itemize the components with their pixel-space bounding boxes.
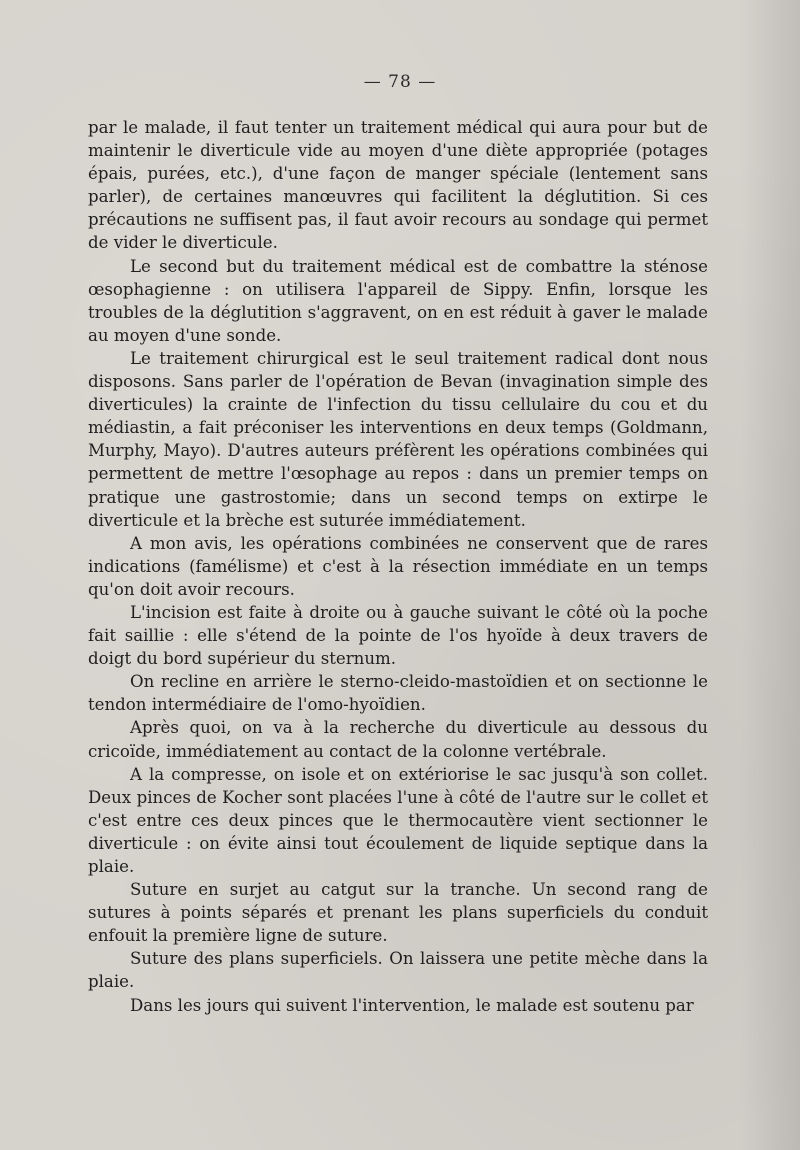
paragraph-4: A mon avis, les opérations combinées ne conservent que de rares indications (famélisme) et c'est à la résection immédiate en un temps qu'on doit avoir recours. [88,533,708,599]
paragraph-11: Dans les jours qui suivent l'intervention, le malade est soutenu par [130,995,694,1015]
paragraph-3: Le traitement chirurgical est le seul traitement radical dont nous disposons. Sans parler de l'opération de Bevan (invagination simple des diverticules) la crainte de l'infection du tissu cellulaire du cou et du médiastin, a fait préconiser les interventions en deux temps (Goldmann, Murphy, Mayo). D'autres auteurs préfèrent les opérations combinées qui permettent de mettre l'œsophage au repos : dans un premier temps on pratique une gastrostomie; dans un second temps on extirpe le diverticule et la brèche est suturée immédiatement. [88,348,708,530]
page-edge-shadow [740,0,800,1150]
page-number: — 78 — [363,72,437,92]
paragraph-5: L'incision est faite à droite ou à gauche suivant le côté où la poche fait saillie : elle s'étend de la pointe de l'os hyoïde à deux travers de doigt du bord supérieur du sternum. [88,602,708,669]
paragraph-10: Suture des plans superficiels. On laissera une petite mèche dans la plaie. [88,949,708,992]
paragraph-7: Après quoi, on va à la recherche du diverticule au dessous du cricoïde, immédiatement au contact de la colonne vertébrale. [88,718,708,761]
paragraph-6: On recline en arrière le sterno-cleido-mastoïdien et on sectionne le tendon intermédiaire de l'omo-hyoïdien. [88,672,708,715]
paragraph-1: par le malade, il faut tenter un traitement médical qui aura pour but de maintenir le diverticule vide au moyen d'une diète appropriée (potages épais, purées, etc.), d'une façon de manger spéciale (lentement sans parler), de certaines manœuvres qui facilitent la déglutition. Si ces précautions ne suffisent pas, il faut avoir recours au sondage qui permet de vider le diverticule. [88,118,708,253]
paragraph-8: A la compresse, on isole et on extériorise le sac jusqu'à son collet. Deux pinces de Kocher sont placées l'une à côté de l'autre sur le collet et c'est entre ces deux pinces que le thermocautère vient sectionner le diverticule : on évite ainsi tout écoulement de liquide septique dans la plaie. [88,764,708,876]
paragraph-9: Suture en surjet au catgut sur la tranche. Un second rang de sutures à points séparés et prenant les plans superficiels du conduit enfouit la première ligne de suture. [88,880,708,946]
paragraph-2: Le second but du traitement médical est de combattre la sténose œsophagienne : on utilisera l'appareil de Sippy. Enfin, lorsque les troubles de la déglutition s'aggravent, on en est réduit à gaver le malade au moyen d'une sonde. [88,256,708,345]
text-body [88,116,708,1017]
